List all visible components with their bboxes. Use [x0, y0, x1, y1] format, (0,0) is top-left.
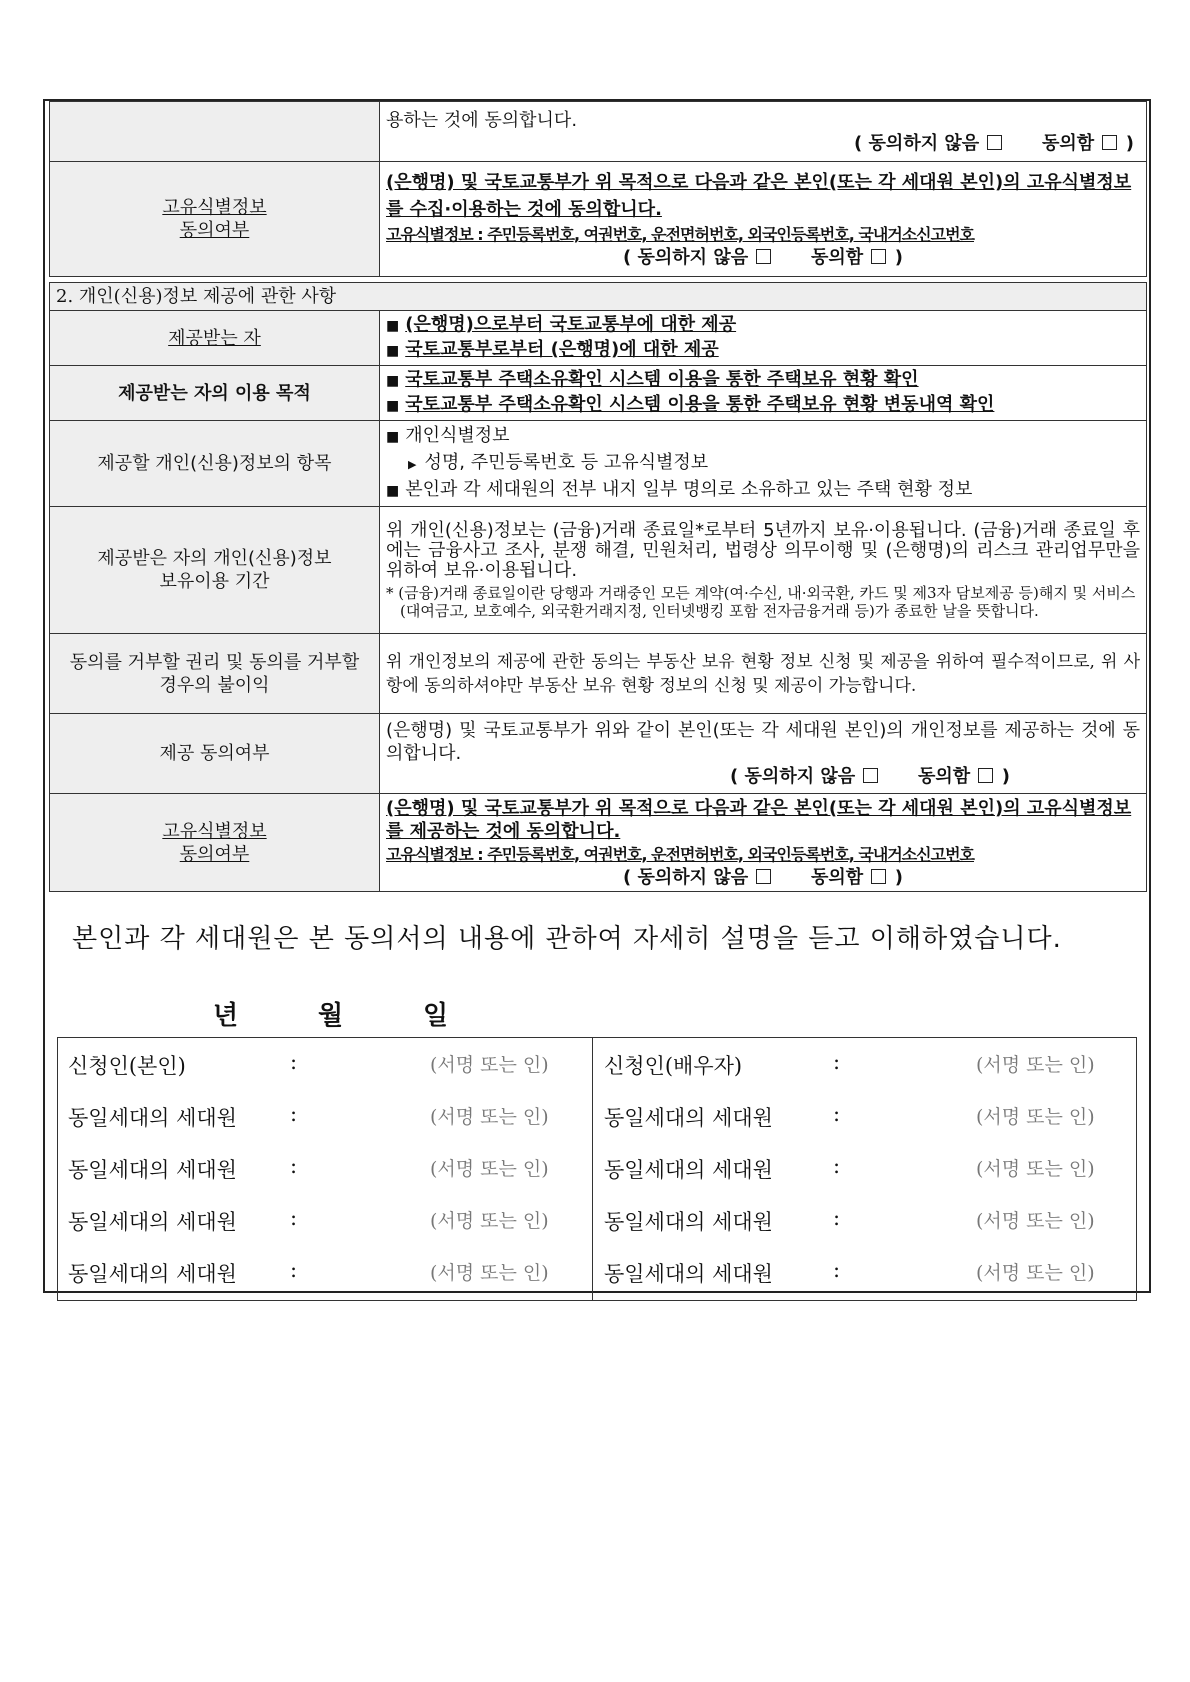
signature-field-right[interactable]: (서명 또는 인): [976, 1210, 1095, 1232]
not-agree-checkbox[interactable]: [756, 249, 771, 264]
signature-field-right[interactable]: (서명 또는 인): [976, 1262, 1095, 1284]
provide-consent-cell: [380, 714, 1147, 794]
signer-label-right: 동일세대의 세대원: [604, 1158, 773, 1182]
provide-consent-text: (은행명) 및 국토교통부가 위와 같이 본인(또는 각 세대원 본인)의 개인정보를 제공하는 것에 동의합니다.: [386, 720, 1140, 764]
signature-box: [57, 1037, 1137, 1301]
section2-heading-row: [50, 283, 1147, 311]
purpose-item: [386, 368, 1140, 393]
purpose-item-text: 국토교통부 주택소유확인 시스템 이용을 통한 주택보유 현황 확인: [405, 369, 919, 390]
section1-unique-text: (은행명) 및 국토교통부가 위 목적으로 다음과 같은 본인(또는 각 세대원 본인)의 고유식별정보를 수집·이용하는 것에 동의합니다.: [386, 172, 1132, 220]
section1-unique-id-list: 고유식별정보 : 주민등록번호, 여권번호, 운전면허번호, 외국인등록번호, 국내거소신고번호: [386, 225, 975, 244]
colon-left: :: [290, 1206, 298, 1230]
triangle-bullet-icon: ▶: [408, 458, 417, 471]
signature-field-left[interactable]: (서명 또는 인): [430, 1262, 549, 1284]
retention-label-line1: 제공받은 자의 개인(신용)정보: [97, 548, 332, 569]
colon-left: :: [290, 1050, 298, 1074]
refusal-label-line2: 경우의 불이익: [159, 674, 270, 696]
recipient-item: [386, 338, 1140, 363]
signature-field-left[interactable]: (서명 또는 인): [430, 1054, 549, 1076]
provide-consent-label: [50, 714, 380, 794]
items-provided-label: [50, 421, 380, 507]
section1-tail-row: [50, 102, 1147, 162]
colon-left: :: [290, 1258, 298, 1282]
agree-checkbox[interactable]: [1102, 135, 1117, 150]
items-provided-cell: [380, 421, 1147, 507]
items-provided-label-text: 제공할 개인(신용)정보의 항목: [97, 453, 332, 474]
retention-row: [50, 507, 1147, 634]
items-provided-item-text: 본인과 각 세대원의 전부 내지 일부 명의로 소유하고 있는 주택 현황 정보: [405, 479, 973, 500]
colon-right: :: [833, 1050, 841, 1074]
colon-right: :: [833, 1102, 841, 1126]
signature-field-right[interactable]: (서명 또는 인): [976, 1106, 1095, 1128]
signer-label-left: 동일세대의 세대원: [68, 1262, 237, 1286]
agree-checkbox[interactable]: [978, 768, 993, 783]
close-paren: ): [894, 866, 903, 888]
signer-label-right: 동일세대의 세대원: [604, 1210, 773, 1234]
refusal-label-line1: 동의를 거부할 권리 및 동의를 거부할: [69, 651, 360, 673]
recipient-label-text: 제공받는 자: [168, 327, 261, 349]
purpose-label-text: 제공받는 자의 이용 목적: [118, 382, 311, 404]
purpose-item-text: 국토교통부 주택소유확인 시스템 이용을 통한 주택보유 현황 변동내역 확인: [405, 394, 995, 415]
agree-label: 동의함: [1042, 132, 1095, 154]
signer-label-left: 동일세대의 세대원: [68, 1210, 237, 1234]
colon-right: :: [833, 1258, 841, 1282]
retention-note: * (금융)거래 종료일이란 당행과 거래중인 모든 계약(여·수신, 내·외국환, 카드 및 제3자 담보제공 등)해지 및 서비스(대여금고, 보호예수, 외국환거래지정, 인터넷뱅킹 포함 전자금융거래 등)가 종료한 날을 뜻합니다.: [386, 583, 1136, 620]
section1-unique-consent: [386, 246, 1140, 269]
retention-cell: [380, 507, 1147, 634]
provide-consent-label-text: 제공 동의여부: [159, 743, 270, 764]
signer-label-right: 신청인(배우자): [604, 1054, 743, 1078]
recipient-cell: [380, 311, 1147, 366]
signature-field-left[interactable]: (서명 또는 인): [430, 1106, 549, 1128]
items-provided-item: [386, 423, 1140, 450]
unique-consent-id-list: 고유식별정보 : 주민등록번호, 여권번호, 운전면허번호, 외국인등록번호, 국내거소신고번호: [386, 844, 975, 864]
unique-consent-text: (은행명) 및 국토교통부가 위 목적으로 다음과 같은 본인(또는 각 세대원 본인)의 고유식별정보를 제공하는 것에 동의합니다.: [386, 797, 1132, 842]
section1-unique-cell: [380, 162, 1147, 277]
not-agree-label: ( 동의하지 않음: [623, 247, 749, 268]
provide-consent-checkboxes: [386, 765, 1140, 788]
section1-unique-row: [50, 162, 1147, 277]
section2-heading: 2. 개인(신용)정보 제공에 관한 사항: [50, 283, 1147, 311]
unique-consent-label: [50, 794, 380, 892]
unique-consent-cell: [380, 794, 1147, 892]
section1-tail-text: 용하는 것에 동의합니다.: [386, 109, 578, 131]
not-agree-label: ( 동의하지 않음: [730, 766, 856, 787]
square-bullet-icon: ■: [386, 373, 400, 389]
signature-field-left[interactable]: (서명 또는 인): [430, 1158, 549, 1180]
not-agree-label: ( 동의하지 않음: [623, 866, 749, 888]
signer-label-right: 동일세대의 세대원: [604, 1106, 773, 1130]
section1-unique-label-line2: 동의여부: [179, 220, 250, 241]
recipient-item-text: (은행명)으로부터 국토교통부에 대한 제공: [405, 314, 737, 335]
not-agree-checkbox[interactable]: [987, 135, 1002, 150]
date-year-label: 년: [213, 1001, 239, 1031]
signer-label-left: 신청인(본인): [68, 1054, 186, 1078]
retention-label-line2: 보유이용 기간: [159, 571, 270, 592]
signer-label-left: 동일세대의 세대원: [68, 1106, 237, 1130]
square-bullet-icon: ■: [386, 343, 400, 359]
refusal-text: 위 개인정보의 제공에 관한 동의는 부동산 보유 현황 정보 신청 및 제공을 위하여 필수적이므로, 위 사항에 동의하셔야만 부동산 보유 현황 정보의 신청 및 제공이 가능합니다.: [380, 634, 1147, 714]
close-paren: ): [894, 247, 903, 268]
provide-consent-row: [50, 714, 1147, 794]
agree-label: 동의함: [811, 866, 864, 888]
signature-row: [58, 1102, 1136, 1154]
unique-consent-checkboxes: [386, 866, 1140, 889]
items-provided-subitem: [386, 450, 1140, 477]
section1-tail-consent: [386, 132, 1140, 155]
items-provided-row: [50, 421, 1147, 507]
retention-label: [50, 507, 380, 634]
items-provided-subitem-text: 성명, 주민등록번호 등 고유식별정보: [424, 452, 709, 473]
date-day-label: 일: [423, 1001, 449, 1031]
colon-left: :: [290, 1102, 298, 1126]
purpose-row: [50, 366, 1147, 421]
close-paren: ): [1125, 132, 1134, 154]
unique-consent-label-line2: 동의여부: [179, 843, 250, 865]
unique-consent-label-line1: 고유식별정보: [162, 820, 267, 842]
recipient-item-text: 국토교통부로부터 (은행명)에 대한 제공: [405, 339, 719, 360]
date-month-label: 월: [318, 1001, 344, 1031]
signer-label-right: 동일세대의 세대원: [604, 1262, 773, 1286]
unique-consent-row: [50, 794, 1147, 892]
colon-right: :: [833, 1154, 841, 1178]
items-provided-item-text: 개인식별정보: [405, 425, 510, 446]
refusal-label: [50, 634, 380, 714]
recipient-item: [386, 313, 1140, 338]
signature-row: [58, 1154, 1136, 1206]
refusal-row: [50, 634, 1147, 714]
section1-tail-label: [50, 102, 380, 162]
square-bullet-icon: ■: [386, 429, 400, 445]
signer-label-left: 동일세대의 세대원: [68, 1158, 237, 1182]
section2-table: [49, 282, 1147, 892]
agree-label: 동의함: [918, 766, 971, 787]
colon-left: :: [290, 1154, 298, 1178]
colon-right: :: [833, 1206, 841, 1230]
items-provided-item: [386, 477, 1140, 504]
close-paren: ): [1001, 766, 1010, 787]
not-agree-checkbox[interactable]: [756, 869, 771, 884]
signature-row: [58, 1206, 1136, 1258]
purpose-cell: [380, 366, 1147, 421]
recipient-row: [50, 311, 1147, 366]
signature-field-left[interactable]: (서명 또는 인): [430, 1210, 549, 1232]
signature-field-right[interactable]: (서명 또는 인): [976, 1054, 1095, 1076]
purpose-item: [386, 393, 1140, 418]
purpose-label: [50, 366, 380, 421]
signature-row: [58, 1258, 1136, 1310]
not-agree-checkbox[interactable]: [863, 768, 878, 783]
section1-unique-label: [50, 162, 380, 277]
square-bullet-icon: ■: [386, 318, 400, 334]
agree-checkbox[interactable]: [871, 249, 886, 264]
section1-table: [49, 101, 1147, 277]
retention-text: 위 개인(신용)정보는 (금융)거래 종료일*로부터 5년까지 보유·이용됩니다. (금융)거래 종료일 후에는 금융사고 조사, 분쟁 해결, 민원처리, 법령상 의무이행 및 (은행명)의 리스크 관리업무만을 위하여 보유·이용됩니다.: [386, 519, 1140, 581]
square-bullet-icon: ■: [386, 398, 400, 414]
square-bullet-icon: ■: [386, 483, 400, 499]
agree-checkbox[interactable]: [871, 869, 886, 884]
signature-row: [58, 1050, 1136, 1102]
section1-unique-label-line1: 고유식별정보: [162, 197, 267, 218]
confirmation-statement: 본인과 각 세대원은 본 동의서의 내용에 관하여 자세히 설명을 듣고 이해하였습니다.: [72, 924, 1062, 954]
recipient-label: [50, 311, 380, 366]
not-agree-label: ( 동의하지 않음: [854, 132, 980, 154]
section1-tail-cell: [380, 102, 1147, 162]
signature-field-right[interactable]: (서명 또는 인): [976, 1158, 1095, 1180]
agree-label: 동의함: [811, 247, 864, 268]
